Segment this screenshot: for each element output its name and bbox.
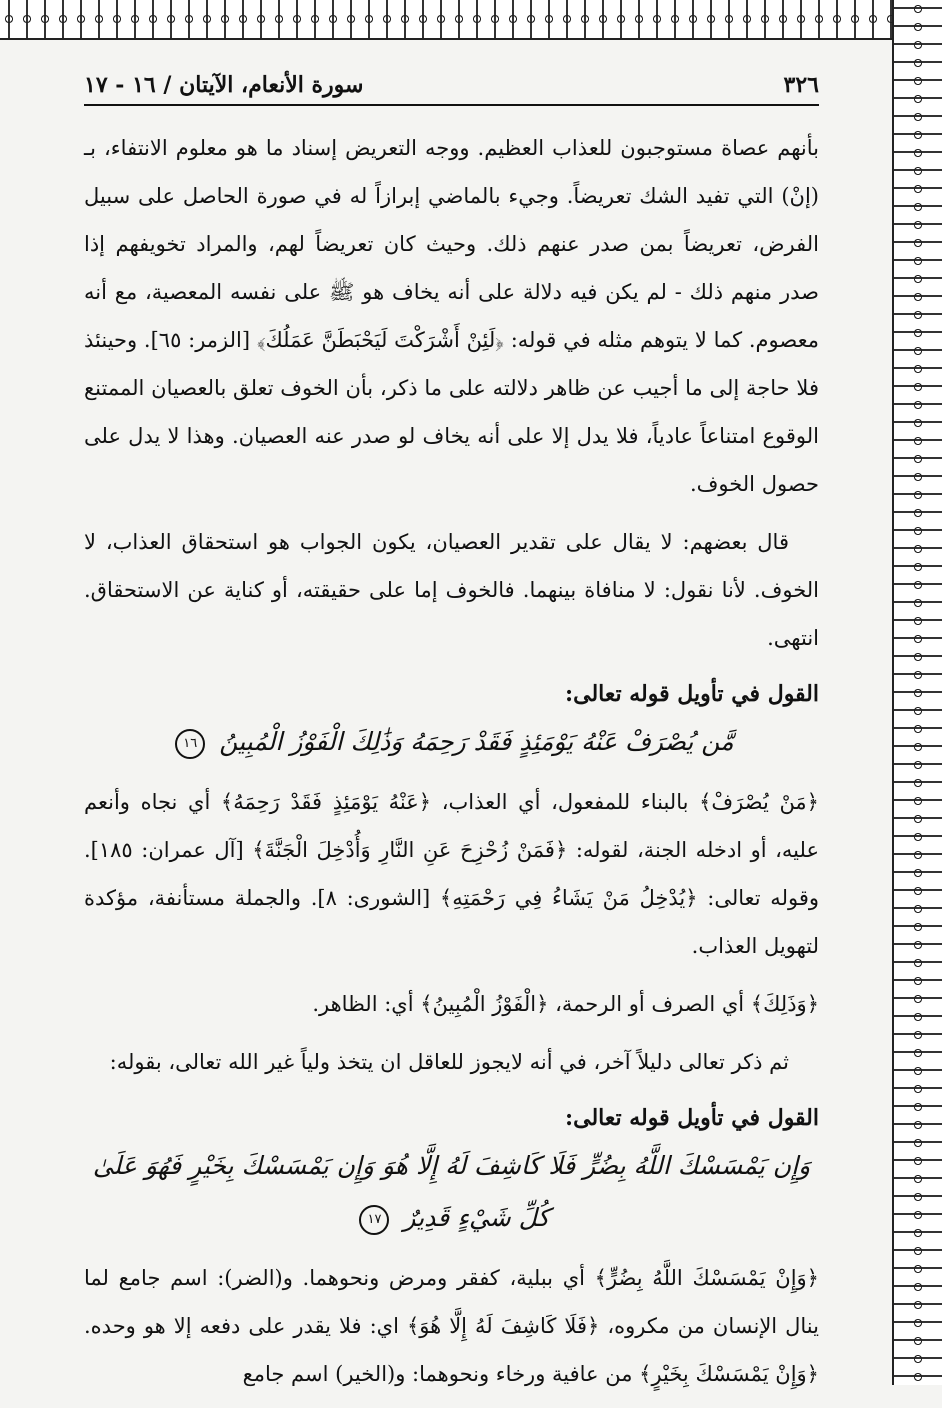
paragraph-1: بأنهم عصاة مستوجبون للعذاب العظيم. ووجه التعريض إسناد ما هو معلوم الانتفاء، بـ (إنْ) التي تفيد الشك تعريضاً. وجيء بالماضي إبرازاً له في صورة الحاصل على سبيل الفرض، تعريضاً بمن صدر عنهم ذلك. وحيث كان تعريضاً لهم، والمراد تخويفهم إذا صدر منهم ذلك - لم يكن فيه دلالة على أنه يخاف هو ﷺ على نفسه المعصية، مع أنه معصوم. كما لا يتوهم مثله في قوله: ﴿لَئِنْ أَشْرَكْتَ لَيَحْبَطَنَّ عَمَلُكَ﴾ [الزمر: ٦٥]. وحينئذ فلا حاجة إلى ما أجيب عن ظاهر دلالته على ما ذكر، بأن الخوف تعلق بالعصيان الممتنع الوقوع امتناعاً عادياً، فلا يدل إلا على أنه يخاف لو صدر عنه العصيان. وهذا لا يدل على حصول الخوف. (84, 136, 819, 496)
page-number: ٣٢٦ (783, 72, 819, 98)
decorative-border-right (892, 0, 942, 1385)
commentary-16-b: ﴿وَذَلِكَ﴾ أي الصرف أو الرحمة، ﴿الْفَوْزُ الْمُبِينُ﴾ أي: الظاهر. (312, 992, 819, 1016)
ayah-number-marker: ١٧ (359, 1205, 389, 1235)
commentary-17-a: ﴿وَإِنْ يَمْسَسْكَ اللَّهُ بِضُرٍّ﴾ أي ببلية، كفقر ومرض ونحوهما. و(الضر): اسم جامع لما ينال الإنسان من مكروه، ﴿فَلَا كَاشِفَ لَهُ إِلَّا هُوَ﴾ اي: فلا يقدر على دفعه إلا هو وحده. ﴿وَإِنْ يَمْسَسْكَ بِخَيْرٍ﴾ من عافية ورخاء ونحوهما: و(الخير) اسم جامع (84, 1266, 819, 1386)
verse-text: مَّن يُصْرَفْ عَنْهُ يَوْمَئِذٍ فَقَدْ رَحِمَهُ وَذَٰلِكَ الْفَوْزُ الْمُبِينُ (219, 727, 734, 756)
running-title: سورة الأنعام، الآيتان / ١٦ - ١٧ (84, 72, 364, 98)
section-heading-1: القول في تأويل قوله تعالى: (565, 681, 819, 707)
commentary-16-a: ﴿مَنْ يُصْرَفْ﴾ بالبناء للمفعول، أي العذاب، ﴿عَنْهُ يَوْمَئِذٍ فَقَدْ رَحِمَهُ﴾ أي نجاه وأنعم عليه، أو ادخله الجنة، لقوله: ﴿فَمَنْ زُحْزِحَ عَنِ النَّارِ وَأُدْخِلَ الْجَنَّةَ﴾ [آل عمران: ١٨٥]. وقوله تعالى: ﴿يُدْخِلُ مَنْ يَشَاءُ فِي رَحْمَتِهِ﴾ [الشورى: ٨]. والجملة مستأنفة، مؤكدة لتهويل العذاب. (84, 790, 819, 958)
ayah-number-marker: ١٦ (175, 729, 205, 759)
verse-text: وَإِن يَمْسَسْكَ اللَّهُ بِضُرٍّ فَلَا كَاشِفَ لَهُ إِلَّا هُوَ وَإِن يَمْسَسْكَ بِخَيْرٍ فَهُوَ عَلَىٰ كُلِّ شَيْءٍ قَدِيرٌ (92, 1151, 811, 1232)
quran-verse-17 (84, 1140, 819, 1244)
book-page (84, 72, 819, 1408)
paragraph-2: قال بعضهم: لا يقال على تقدير العصيان، يكون الجواب هو استحقاق العذاب، لا الخوف. لأنا نقول: لا منافاة بينهما. فالخوف إما على حقيقته، أو كناية عن الاستحقاق. انتهى. (84, 530, 819, 650)
commentary-16-c: ثم ذكر تعالى دليلاً آخر، في أنه لايجوز للعاقل ان يتخذ ولياً غير الله تعالى، بقوله: (109, 1050, 789, 1074)
quran-verse-16 (84, 716, 819, 768)
page-header (84, 72, 819, 106)
decorative-border-top (0, 0, 942, 40)
section-heading-2: القول في تأويل قوله تعالى: (565, 1105, 819, 1131)
